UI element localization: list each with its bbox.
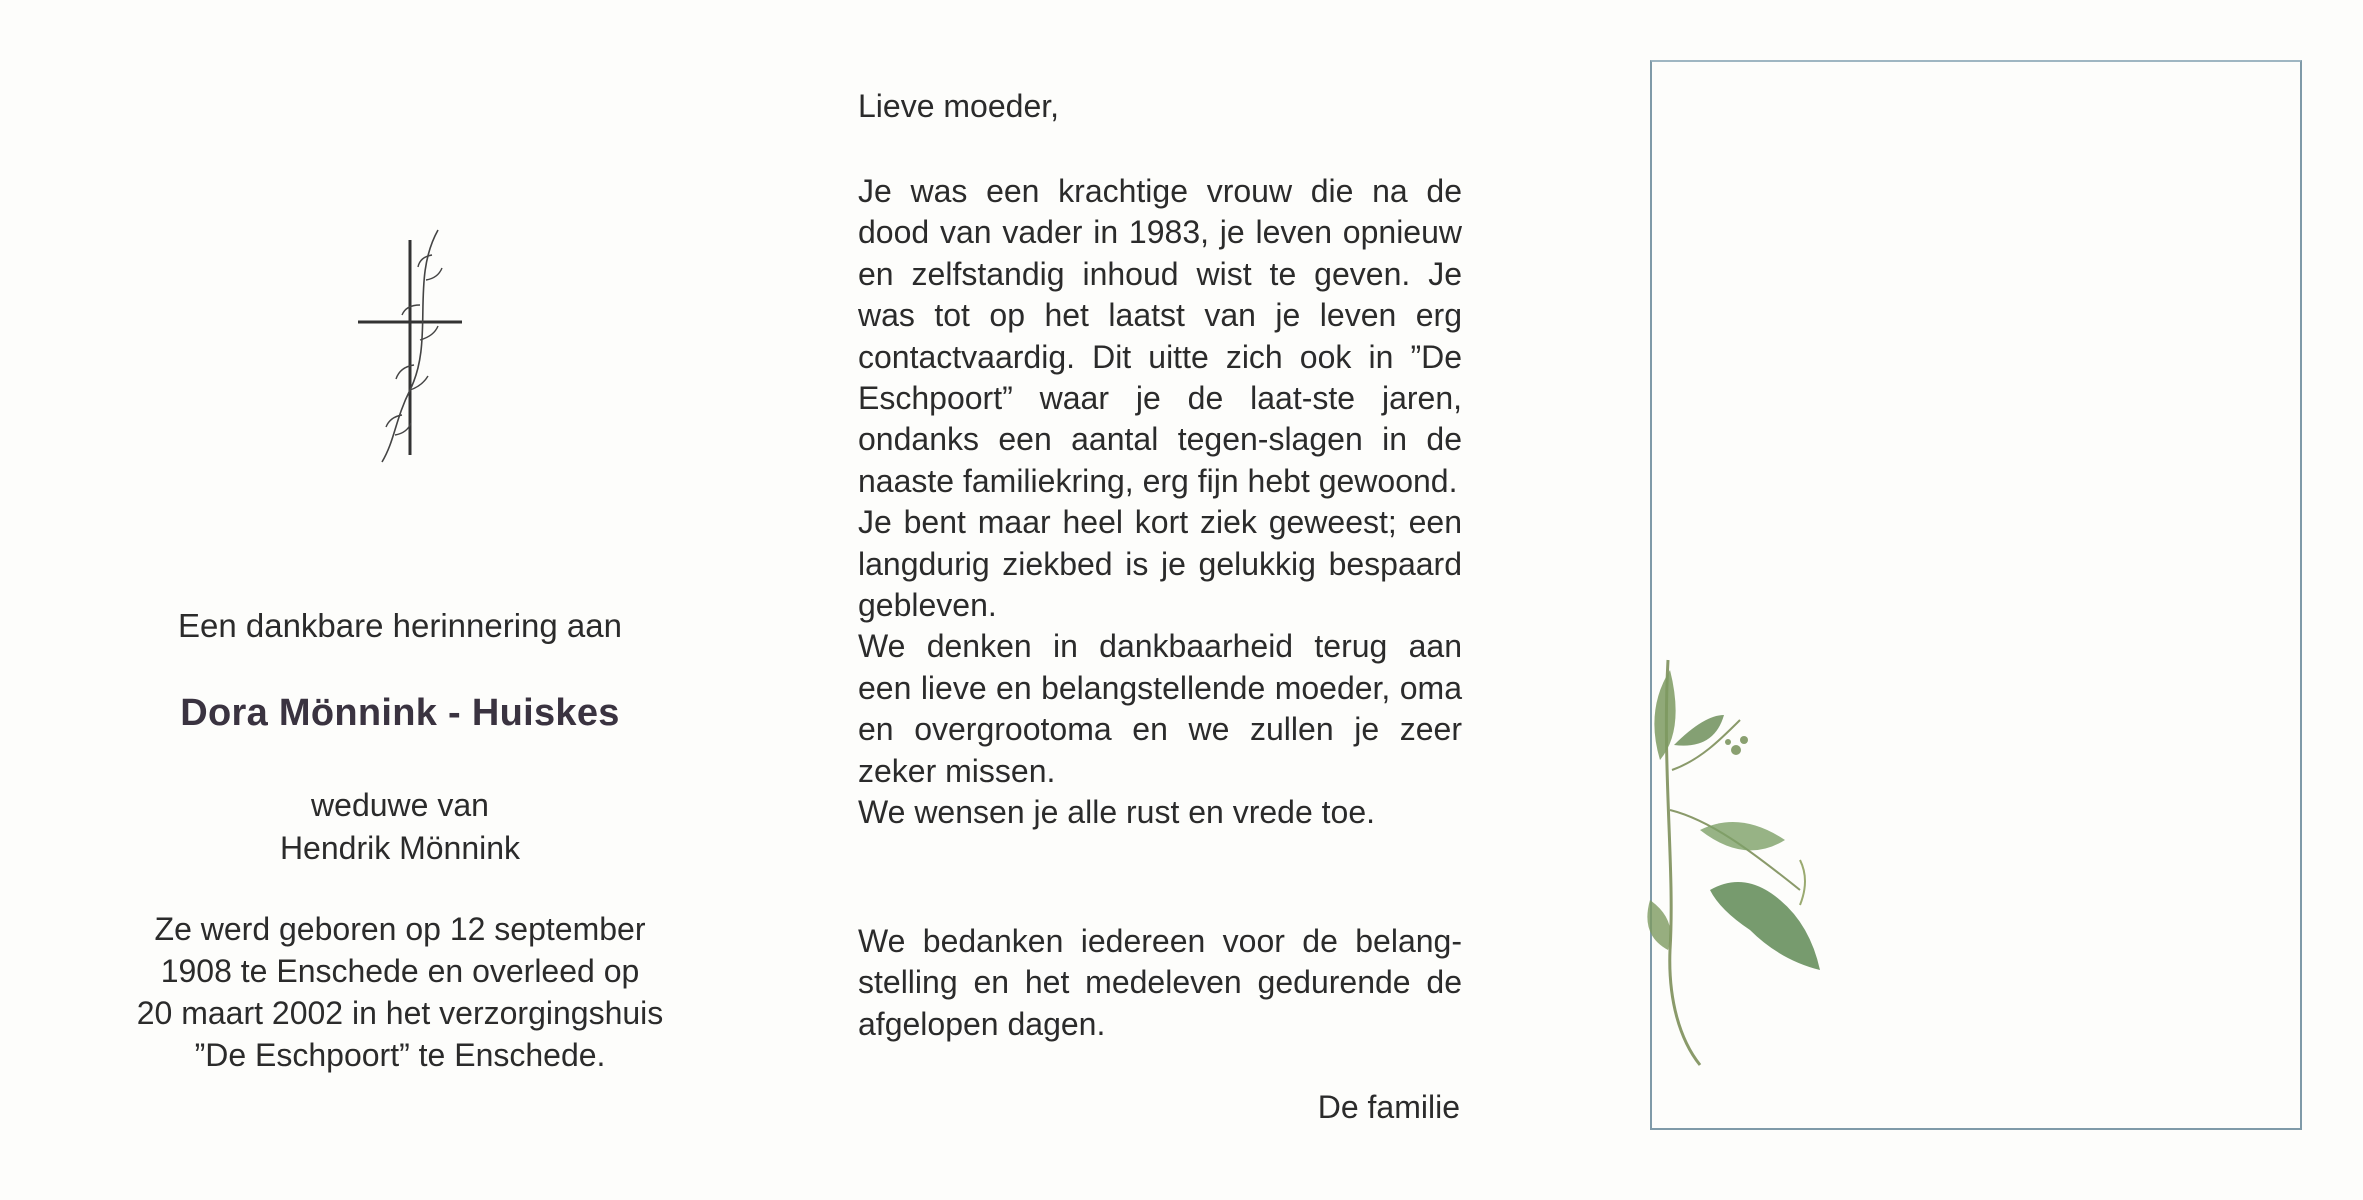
thanks-block <box>858 921 1462 1045</box>
letter-paragraph: We wensen je alle rust en vrede toe. <box>858 794 1376 831</box>
widow-of-block <box>40 784 760 870</box>
bio-line: 1908 te Enschede en overleed op <box>160 953 640 989</box>
memorial-left-panel <box>0 0 800 1200</box>
bio-line: ”De Eschpoort” te Enschede. <box>194 1037 606 1073</box>
memorial-letter-panel <box>800 0 1500 1200</box>
thanks-paragraph: We bedanken iedereen voor de belang-stelling en het medeleven gedurende de afgelopen dagen. <box>858 923 1462 1042</box>
bio-block <box>40 908 760 1076</box>
signature: De familie <box>1317 1089 1460 1125</box>
letter-paragraph: Je bent maar heel kort ziek geweest; een langdurig ziekbed is je gelukkig bespaard gebleven. <box>858 504 1462 624</box>
deceased-name: Dora Mönnink - Huiskes <box>180 692 620 734</box>
letter-paragraph: Je was een krachtige vrouw die na de dood van vader in 1983, je leven opnieuw en zelfstandig inhoud wist te geven. Je was tot op het laatst van je leven erg contactvaardig. Dit uitte zich ook in ”De Eschpoort” waar je de laat-ste jaren, ondanks een aantal tegen-slagen in de naaste familiekring, erg fijn hebt gewoond. <box>858 173 1462 499</box>
intro-text: Een dankbare herinnering aan <box>177 607 622 644</box>
decorative-frame-panel <box>1640 0 2340 1200</box>
bio-line: 20 maart 2002 in het verzorgingshuis <box>136 995 664 1031</box>
cross-with-vine-icon <box>340 220 480 470</box>
letter-greeting: Lieve moeder, <box>858 88 1060 124</box>
bio-line: Ze werd geboren op 12 september <box>154 911 646 947</box>
spouse-name: Hendrik Mönnink <box>279 830 521 866</box>
letter-paragraph: We denken in dankbaarheid terug aan een lieve en belangstellende moeder, oma en overgrootoma en we zullen je zeer zeker missen. <box>858 628 1462 789</box>
letter-body <box>858 171 1462 834</box>
widow-of-label: weduwe van <box>311 787 489 823</box>
vine-plant-illustration <box>1640 650 1830 1070</box>
